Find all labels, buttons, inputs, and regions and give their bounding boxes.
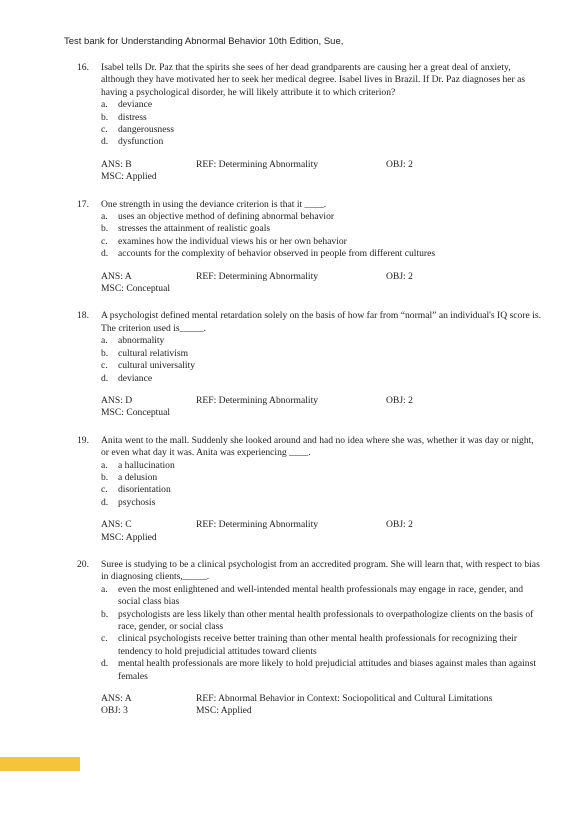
choice-d: [101, 136, 541, 148]
choice-a: [101, 99, 541, 111]
meta-row: [101, 159, 578, 171]
choice-a: [101, 335, 541, 347]
choice-letter: c.: [101, 124, 108, 136]
choice-letter: b.: [101, 608, 109, 620]
meta-row: [101, 532, 578, 544]
choice-text: deviance: [118, 99, 153, 111]
choice-letter: d.: [101, 372, 109, 384]
choice-c: [101, 124, 541, 136]
choice-letter: c.: [101, 484, 108, 496]
choice-text: dangerousness: [118, 124, 174, 136]
meta-row: [101, 407, 578, 419]
question-stem: A psychologist defined mental retardation solely on the basis of how far from “normal” an individual's IQ score is. The criterion used is_____.: [101, 310, 542, 334]
choice-text: a hallucination: [118, 459, 175, 471]
reference-field: REF: Determining Abnormality: [196, 270, 319, 282]
choice-letter: d.: [101, 136, 109, 148]
choice-d: [101, 658, 541, 683]
reference-field: REF: Determining Abnormality: [196, 519, 319, 531]
objective-field: OBJ: 2: [386, 394, 413, 406]
choice-letter: d.: [101, 248, 109, 260]
objective-field: OBJ: 3: [101, 705, 128, 717]
choice-text: deviance: [118, 372, 153, 384]
choice-letter: c.: [101, 633, 108, 645]
msc-field: MSC: Applied: [196, 705, 252, 717]
choice-letter: a.: [101, 99, 108, 111]
answer-field: ANS: A: [101, 693, 132, 704]
question-list: [0, 62, 578, 733]
choice-text: uses an objective method of defining abnormal behavior: [118, 211, 335, 223]
choice-letter: b.: [101, 111, 109, 123]
choice-c: [101, 360, 541, 372]
question-20: [0, 559, 578, 718]
choice-d: [101, 373, 541, 385]
answer-metadata: [101, 159, 578, 184]
answer-metadata: [101, 693, 578, 718]
choice-b: [101, 472, 541, 484]
choice-letter: b.: [101, 471, 109, 483]
question-16: [0, 62, 578, 184]
question-18: [0, 310, 578, 419]
meta-row: [101, 171, 578, 183]
meta-row: [101, 519, 578, 531]
meta-row: [101, 283, 578, 295]
choice-text: a delusion: [118, 471, 158, 483]
choice-text: disorientation: [118, 484, 171, 496]
question-number: 17.: [77, 198, 89, 210]
choice-letter: b.: [101, 347, 109, 359]
footer-accent-bar: [0, 757, 80, 771]
page-header-title: Test bank for Understanding Abnormal Behavior 10th Edition, Sue,: [64, 36, 344, 47]
choice-b: [101, 609, 541, 634]
choice-b: [101, 112, 541, 124]
question-17: [0, 199, 578, 296]
choice-text: cultural relativism: [118, 347, 189, 359]
question-stem: One strength in using the deviance criterion is that it ____.: [101, 198, 327, 210]
choice-letter: a.: [101, 459, 108, 471]
choice-text: examines how the individual views his or her own behavior: [118, 235, 347, 247]
msc-field: MSC: Applied: [101, 171, 157, 183]
choice-d: [101, 248, 541, 260]
choice-text: distress: [118, 111, 147, 123]
choice-text: cultural universality: [118, 360, 195, 372]
answer-field: ANS: A: [101, 270, 132, 282]
choice-c: [101, 236, 541, 248]
choice-letter: d.: [101, 496, 109, 508]
answer-metadata: [101, 271, 578, 296]
choice-letter: c.: [101, 360, 108, 372]
question-number: 18.: [77, 310, 89, 322]
meta-row: [101, 395, 578, 407]
meta-row: [101, 705, 578, 717]
choice-b: [101, 348, 541, 360]
reference-field: REF: Abnormal Behavior in Context: Sociopolitical and Cultural Limitations: [196, 693, 493, 704]
choice-letter: d.: [101, 658, 109, 670]
msc-field: MSC: Applied: [101, 531, 157, 543]
choice-text: psychosis: [118, 496, 156, 508]
choice-letter: a.: [101, 335, 108, 347]
choice-text: stresses the attainment of realistic goals: [118, 223, 271, 235]
msc-field: MSC: Conceptual: [101, 283, 171, 295]
question-number: 19.: [77, 434, 89, 446]
answer-field: ANS: C: [101, 519, 132, 531]
answer-metadata: [101, 395, 578, 420]
answer-field: ANS: B: [101, 158, 132, 170]
choice-text: psychologists are less likely than other mental health professionals to overpathologize clients on the basis of race, gender, or social class: [118, 608, 534, 632]
choice-letter: c.: [101, 235, 108, 247]
choice-d: [101, 497, 541, 509]
objective-field: OBJ: 2: [386, 158, 413, 170]
answer-metadata: [101, 519, 578, 544]
question-stem: Suree is studying to be a clinical psychologist from an accredited program. She will learn that, with respect to bias in diagnosing clients,_____.: [101, 558, 540, 583]
choice-text: even the most enlightened and well-intended mental health professionals may engage in race, gender, and social class bias: [118, 583, 524, 608]
objective-field: OBJ: 2: [386, 270, 413, 282]
meta-row: [101, 271, 578, 283]
choice-text: accounts for the complexity of behavior observed in people from different cultures: [118, 248, 436, 260]
answer-field: ANS: D: [101, 394, 133, 406]
choice-c: [101, 484, 541, 496]
question-stem: Isabel tells Dr. Paz that the spirits she sees of her dead grandparents are causing her a great deal of anxiety, although they have motivated her to seek her medical degree. Isabel lives in Brazil. If Dr. Paz diagnoses her as having a psychological disorder, he will likely attribute it to which criterion?: [101, 62, 526, 98]
choice-letter: a.: [101, 211, 108, 223]
reference-field: REF: Determining Abnormality: [196, 158, 319, 170]
choice-c: [101, 633, 541, 658]
choice-b: [101, 223, 541, 235]
msc-field: MSC: Conceptual: [101, 407, 171, 419]
choice-letter: a.: [101, 583, 108, 595]
choice-text: clinical psychologists receive better training than other mental health professionals for recognizing their tendency to hold prejudicial attitudes toward clients: [118, 633, 518, 657]
choice-letter: b.: [101, 223, 109, 235]
meta-row: [101, 693, 578, 705]
question-number: 20.: [77, 558, 89, 570]
choice-a: [101, 460, 541, 472]
question-number: 16.: [77, 62, 89, 73]
choice-text: dysfunction: [118, 136, 164, 148]
question-stem: Anita went to the mall. Suddenly she looked around and had no idea where she was, whether it was day or night, or even what day it was. Anita was experiencing ____.: [101, 434, 534, 459]
objective-field: OBJ: 2: [386, 519, 413, 531]
reference-field: REF: Determining Abnormality: [196, 394, 319, 406]
question-19: [0, 435, 578, 544]
choice-a: [101, 211, 541, 223]
choice-a: [101, 584, 541, 609]
choice-text: mental health professionals are more likely to hold prejudicial attitudes and biases against males than against females: [118, 658, 537, 682]
choice-text: abnormality: [118, 335, 165, 347]
